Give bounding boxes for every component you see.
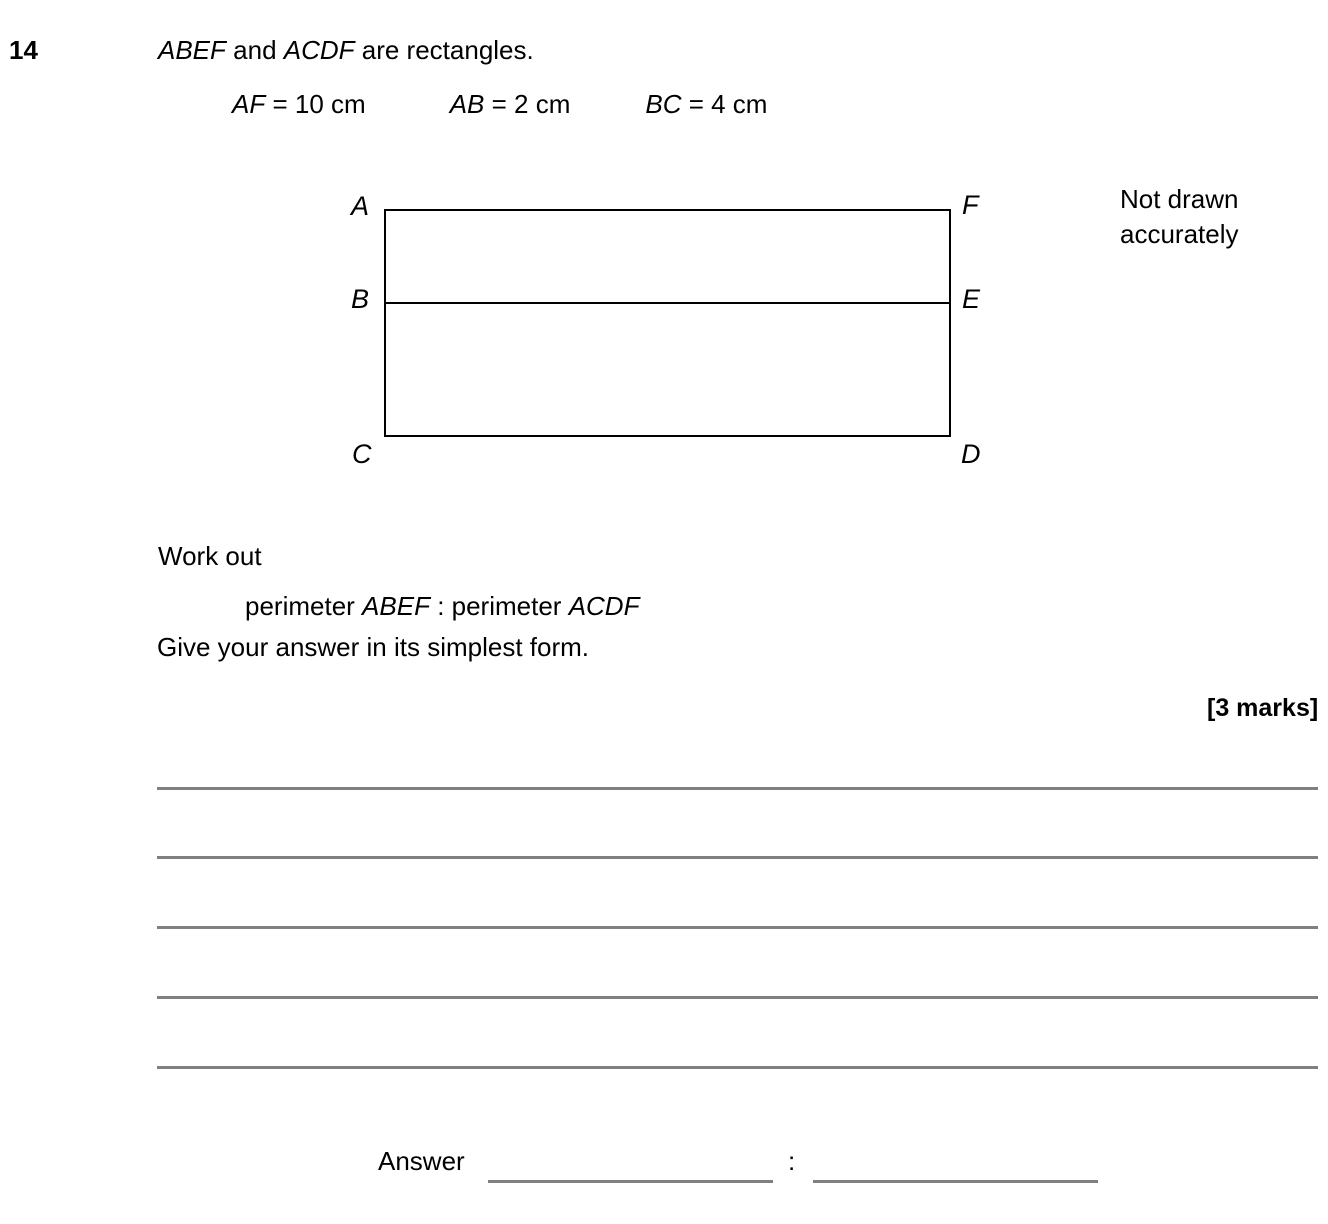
vertex-label-d: D	[961, 439, 981, 469]
rectangle-diagram	[384, 209, 951, 437]
measurement-ab-label: AB	[449, 89, 485, 119]
question-statement	[158, 35, 534, 66]
measurement-bc-value: = 4 cm	[688, 89, 768, 119]
measurement-ab-value: = 2 cm	[491, 89, 571, 119]
vertex-label-b: B	[351, 284, 370, 314]
ratio-prompt	[245, 591, 639, 622]
ratio-prefix-1: perimeter	[245, 591, 363, 621]
answer-blank-second[interactable]	[813, 1180, 1098, 1183]
answer-rule-line[interactable]	[157, 996, 1318, 999]
divider-line-be	[384, 302, 951, 304]
measurement-af-label: AF	[232, 89, 266, 119]
statement-shape-acdf: ACDF	[283, 35, 355, 65]
answer-rule-line[interactable]	[157, 787, 1318, 790]
statement-suffix: are rectangles.	[354, 35, 534, 65]
measurement-bc	[645, 89, 767, 120]
answer-rule-line[interactable]	[157, 926, 1318, 929]
vertex-label-a: A	[351, 191, 370, 221]
simplest-form-note: Give your answer in its simplest form.	[157, 632, 590, 662]
measurement-bc-label: BC	[645, 89, 682, 119]
not-drawn-line-1: Not drawn	[1120, 184, 1239, 214]
ratio-separator: :	[429, 591, 452, 621]
vertex-label-e: E	[962, 284, 981, 314]
ratio-shape-1: ABEF	[362, 591, 430, 621]
answer-rule-line[interactable]	[157, 1066, 1318, 1069]
answer-ratio-colon: :	[788, 1146, 796, 1176]
answer-label: Answer	[378, 1146, 465, 1176]
measurement-ab	[450, 89, 571, 120]
marks-allocation: [3 marks]	[1207, 694, 1319, 722]
measurements-row	[232, 89, 767, 120]
statement-shape-abef: ABEF	[158, 35, 226, 65]
answer-rule-line[interactable]	[157, 856, 1318, 859]
vertex-label-c: C	[352, 439, 372, 469]
question-number: 14	[9, 35, 38, 65]
work-out-instruction: Work out	[158, 541, 262, 571]
ratio-shape-2: ACDF	[568, 591, 640, 621]
not-drawn-accurately-note	[1120, 182, 1239, 252]
measurement-af-value: = 10 cm	[272, 89, 366, 119]
answer-blank-first[interactable]	[488, 1180, 773, 1183]
measurement-af	[232, 89, 366, 120]
ratio-prefix-2: perimeter	[451, 591, 569, 621]
statement-conjunction: and	[225, 35, 284, 65]
not-drawn-line-2: accurately	[1120, 219, 1239, 250]
outer-rectangle-acdf	[384, 209, 951, 437]
vertex-label-f: F	[962, 190, 979, 220]
